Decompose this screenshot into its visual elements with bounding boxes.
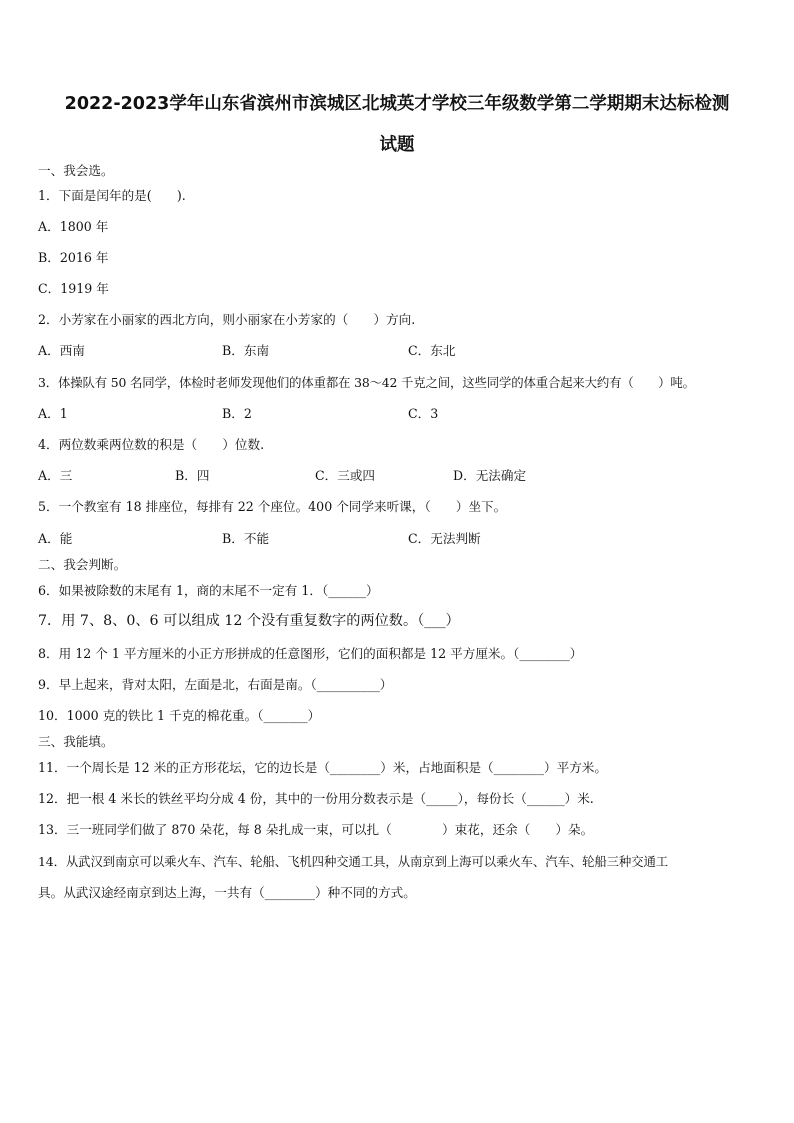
question-5: 5．一个教室有 18 排座位，每排有 22 个座位。400 个同学来听课，（ ）坐下。 [38,499,507,514]
q1-option-b: B．2016 年 [38,250,109,265]
q1-option-a: A．1800 年 [38,219,109,234]
question-10: 10．1000 克的铁比 1 千克的棉花重。（_______） [38,708,321,723]
question-1: 1．下面是闰年的是( ). [38,188,186,203]
q5-option-a: A．能 [38,531,73,546]
question-12: 12．把一根 4 米长的铁丝平均分成 4 份，其中的一份用分数表示是（_____），每份长（______）米. [38,791,594,806]
q5-option-c: C．无法判断 [408,531,481,546]
q4-option-a: A．三 [38,468,73,483]
question-4: 4．两位数乘两位数的积是（ ）位数. [38,437,265,452]
q1-option-c: C．1919 年 [38,281,109,296]
q3-option-b: B．2 [222,406,252,421]
question-8: 8．用 12 个 1 平方厘米的小正方形拼成的任意图形，它们的面积都是 12 平方厘米。（________） [38,646,583,661]
q3-option-c: C．3 [408,406,439,421]
question-9: 9．早上起来，背对太阳，左面是北，右面是南。（__________） [38,677,393,692]
section-heading-judge: 二、我会判断。 [38,557,127,572]
question-6: 6．如果被除数的末尾有 1，商的末尾不一定有 1．（______） [38,583,379,598]
section-heading-choice: 一、我会选。 [38,163,114,178]
question-7: 7．用 7、8、0、6 可以组成 12 个没有重复数字的两位数。（___） [38,613,460,629]
q4-option-b: B．四 [175,468,210,483]
question-14-line-2: 具。从武汉途经南京到达上海，一共有（________）种不同的方式。 [38,885,416,900]
q3-option-a: A．1 [38,406,68,421]
q2-option-b: B．东南 [222,343,270,358]
q4-option-c: C．三或四 [315,468,376,483]
exam-title: 2022-2023学年山东省滨州市滨城区北城英才学校三年级数学第二学期期末达标检测 [64,94,730,114]
q2-option-c: C．东北 [408,343,456,358]
exam-title-continued: 试题 [379,135,415,155]
question-14-line-1: 14．从武汉到南京可以乘火车、汽车、轮船、飞机四种交通工具，从南京到上海可以乘火车、汽车、轮船三种交通工 [38,854,669,869]
question-11: 11．一个周长是 12 米的正方形花坛，它的边长是（________）米，占地面积是（________）平方米。 [38,760,607,775]
q2-option-a: A．西南 [38,343,85,358]
q4-option-d: D．无法确定 [453,468,527,483]
q5-option-b: B．不能 [222,531,270,546]
question-3: 3．体操队有 50 名同学，体检时老师发现他们的体重都在 38～42 千克之间，这些同学的体重合起来大约有（ ）吨。 [38,375,695,390]
question-13: 13．三一班同学们做了 870 朵花，每 8 朵扎成一束，可以扎（ ）束花，还余（ ）朵。 [38,822,594,837]
question-2: 2．小芳家在小丽家的西北方向，则小丽家在小芳家的（ ）方向. [38,312,416,327]
section-heading-fill: 三、我能填。 [38,734,114,749]
